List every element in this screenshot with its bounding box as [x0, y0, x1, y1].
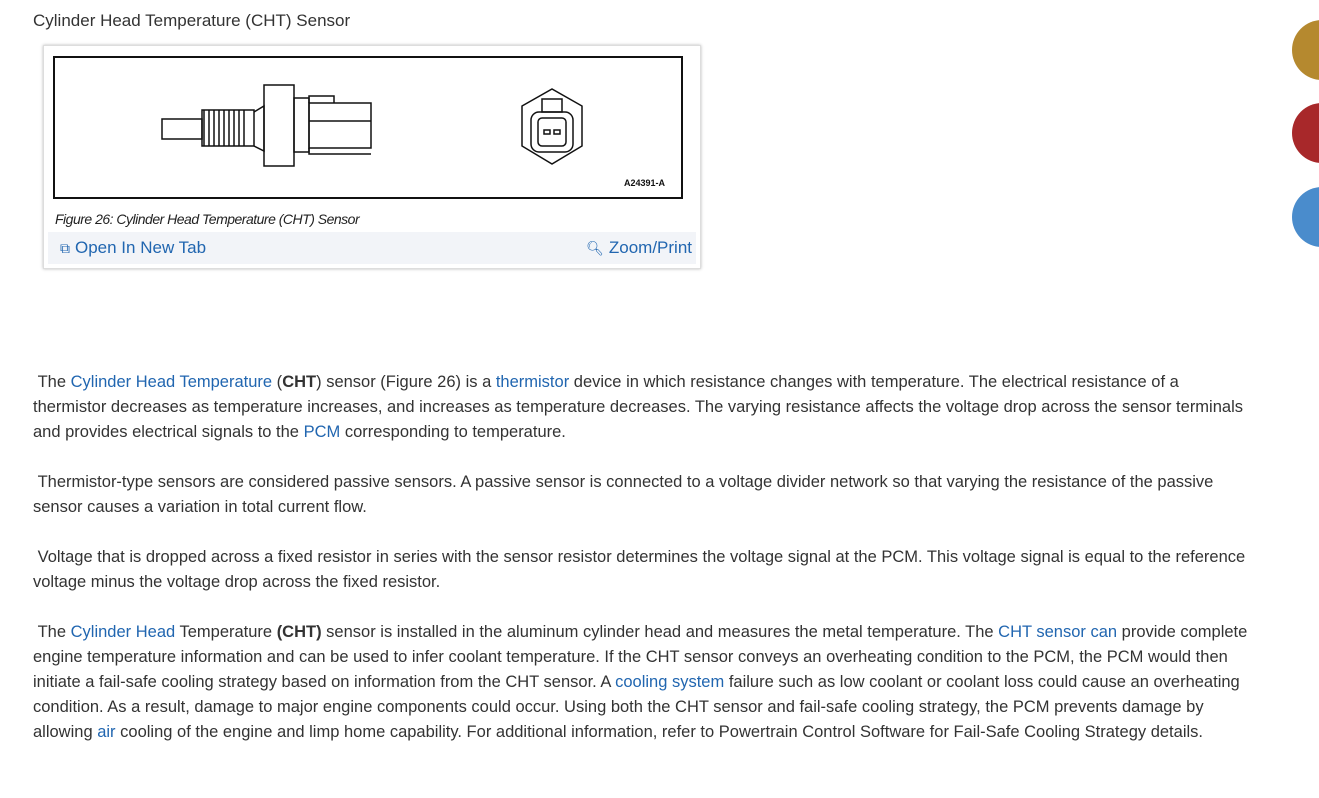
- link-cooling-system[interactable]: cooling system: [615, 673, 725, 691]
- article-body: [33, 370, 1253, 770]
- figure-caption: Figure 26: Cylinder Head Temperature (CHT) Sensor: [55, 211, 360, 227]
- lightbulb-button[interactable]: [1292, 20, 1319, 80]
- open-tab-label: Open In New Tab: [75, 238, 207, 257]
- link-cylinder-head-temperature[interactable]: Cylinder Head Temperature: [70, 373, 273, 391]
- sensor-diagram: [44, 46, 700, 211]
- figure-label: A24391-A: [624, 178, 666, 188]
- open-new-tab-link[interactable]: [60, 238, 206, 258]
- print-button[interactable]: [1292, 187, 1319, 247]
- open-tab-icon: ⧉: [60, 240, 70, 256]
- paragraph-3: Voltage that is dropped across a fixed resistor in series with the sensor resistor determines the voltage signal at the PCM. This voltage signal is equal to the reference voltage minus the voltage drop across the fixed resistor.: [33, 548, 1246, 591]
- link-pcm[interactable]: PCM: [303, 423, 341, 441]
- link-cht-sensor[interactable]: CHT sensor can: [998, 623, 1118, 641]
- page-title: Cylinder Head Temperature (CHT) Sensor: [33, 11, 351, 30]
- zoom-icon: 🔍︎: [586, 240, 604, 256]
- zoom-print-link[interactable]: [586, 238, 692, 258]
- figure: [43, 45, 701, 269]
- link-cylinder-head[interactable]: Cylinder Head: [70, 623, 176, 641]
- zoom-print-label: Zoom/Print: [608, 238, 692, 257]
- chat-button[interactable]: [1292, 103, 1319, 163]
- link-thermistor[interactable]: thermistor: [495, 373, 570, 391]
- link-air[interactable]: air: [97, 723, 116, 741]
- paragraph-4: The Cylinder Head Temperature (CHT) sensor is installed in the aluminum cylinder head and measures the metal temperature. The CHT sensor can provide complete engine temperature information and can be used to infer coolant temperature. If the CHT sensor conveys an overheating condition to the PCM, the PCM would then initiate a fail-safe cooling strategy based on information from the CHT sensor. A cooling system failure such as low coolant or coolant loss could cause an overheating condition. As a result, damage to major engine components could occur. Using both the CHT sensor and fail-safe cooling strategy, the PCM prevents damage by allowing air cooling of the engine and limp home capability. For additional information, refer to Powertrain Control Software for Fail-Safe Cooling Strategy details.: [33, 623, 1248, 741]
- paragraph-2: Thermistor-type sensors are considered passive sensors. A passive sensor is connected to a voltage divider network so that varying the resistance of the passive sensor causes a variation in total current flow.: [33, 473, 1214, 516]
- paragraph-1: The Cylinder Head Temperature (CHT) sensor (Figure 26) is a thermistor device in which resistance changes with temperature. The electrical resistance of a thermistor decreases as temperature increases, and increases as temperature decreases. The varying resistance affects the voltage drop across the sensor terminals and provides electrical signals to the PCM corresponding to temperature.: [33, 373, 1243, 441]
- figure-toolbar: [48, 232, 696, 264]
